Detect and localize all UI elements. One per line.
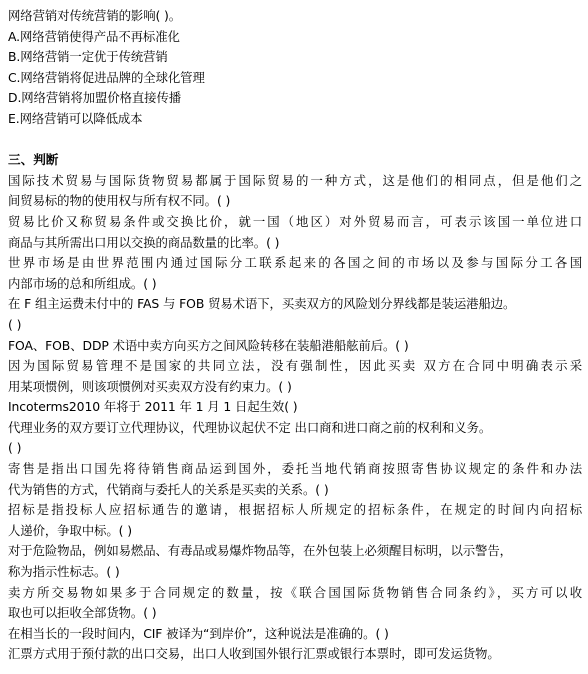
judgment-line: 代理业务的双方要订立代理协议，代理协议起伏不定 出口商和进口商之前的权利和义务。 [8, 419, 492, 435]
option-b: B.网络营销一定优于传统营销 [8, 49, 168, 65]
judgment-line: 对于危险物品，例如易燃品、有毒品或易爆炸物品等，在外包装上必须醒目标明，以示警告， [8, 543, 512, 559]
judgment-line: 取也可以拒收全部货物。( ) [8, 605, 157, 621]
judgment-line: 在相当长的一段时间内，CIF 被译为“到岸价”，这种说法是准确的。( ) [8, 625, 389, 641]
spacer [8, 130, 582, 151]
judgment-line: 内部市场的总和所组成。( ) [8, 275, 157, 291]
judgment-line: ( ) [8, 440, 22, 456]
judgment-line: 寄售是指出口国先将待销售商品运到国外，委托当地代销商按照寄售协议规定的条件和办法 [8, 461, 582, 477]
judgment-line: ( ) [8, 316, 22, 332]
question-stem: 网络营销对传统营销的影响( )。 [8, 8, 182, 23]
judgment-line: 国际技术贸易与国际货物贸易都属于国际贸易的一种方式，这是他们的相同点，但是他们之 [8, 172, 582, 188]
option-d: D.网络营销将加盟价格直接传播 [8, 90, 182, 106]
document-page [8, 6, 582, 665]
judgment-line: 世界市场是由世界范围内通过国际分工联系起来的各国之间的市场以及参与国际分工各国 [8, 255, 582, 271]
judgment-line: 卖方所交易物如果多于合同规定的数量，按《联合国国际货物销售合同条约》，买方可以收 [8, 584, 582, 600]
judgment-line: 汇票方式用于预付款的出口交易，出口人收到国外银行汇票或银行本票时，即可发运货物。 [8, 646, 500, 662]
option-c: C.网络营销将促进品牌的全球化管理 [8, 69, 205, 85]
judgment-line: FOA、FOB、DDP 术语中卖方向买方之间风险转移在装船港船舷前后。( ) [8, 337, 409, 353]
judgment-line: 间贸易标的物的使用权与所有权不同。( ) [8, 193, 231, 209]
judgment-line: 代为销售的方式，代销商与委托人的关系是买卖的关系。( ) [8, 481, 329, 497]
judgment-line: 贸易比价又称贸易条件或交换比价，就一国（地区）对外贸易而言，可表示该国一单位进口 [8, 213, 582, 229]
judgment-line: 招标是指投标人应招标通告的邀请，根据招标人所规定的招标条件，在规定的时间内向招标 [8, 502, 582, 518]
judgment-line: Incoterms2010 年将于 2011 年 1 月 1 日起生效( ) [8, 399, 298, 415]
judgment-line: 因为国际贸易管理不是国家的共同立法，没有强制性，因此买卖 双方在合同中明确表示采 [8, 358, 582, 374]
section-heading: 三、判断 [8, 152, 59, 168]
judgment-line: 人递价，争取中标。( ) [8, 522, 132, 538]
judgment-line: 用某项惯例，则该项惯例对买卖双方没有约束力。( ) [8, 378, 292, 394]
judgment-line: 商品与其所需出口用以交换的商品数量的比率。( ) [8, 234, 280, 250]
judgment-line: 在 F 组主运费未付中的 FAS 与 FOB 贸易术语下，买卖双方的风险划分界线都是装运港船边。 [8, 296, 516, 312]
option-e: E.网络营销可以降低成本 [8, 110, 143, 126]
judgment-line: 称为指示性标志。( ) [8, 564, 120, 580]
option-a: A.网络营销使得产品不再标准化 [8, 28, 180, 44]
